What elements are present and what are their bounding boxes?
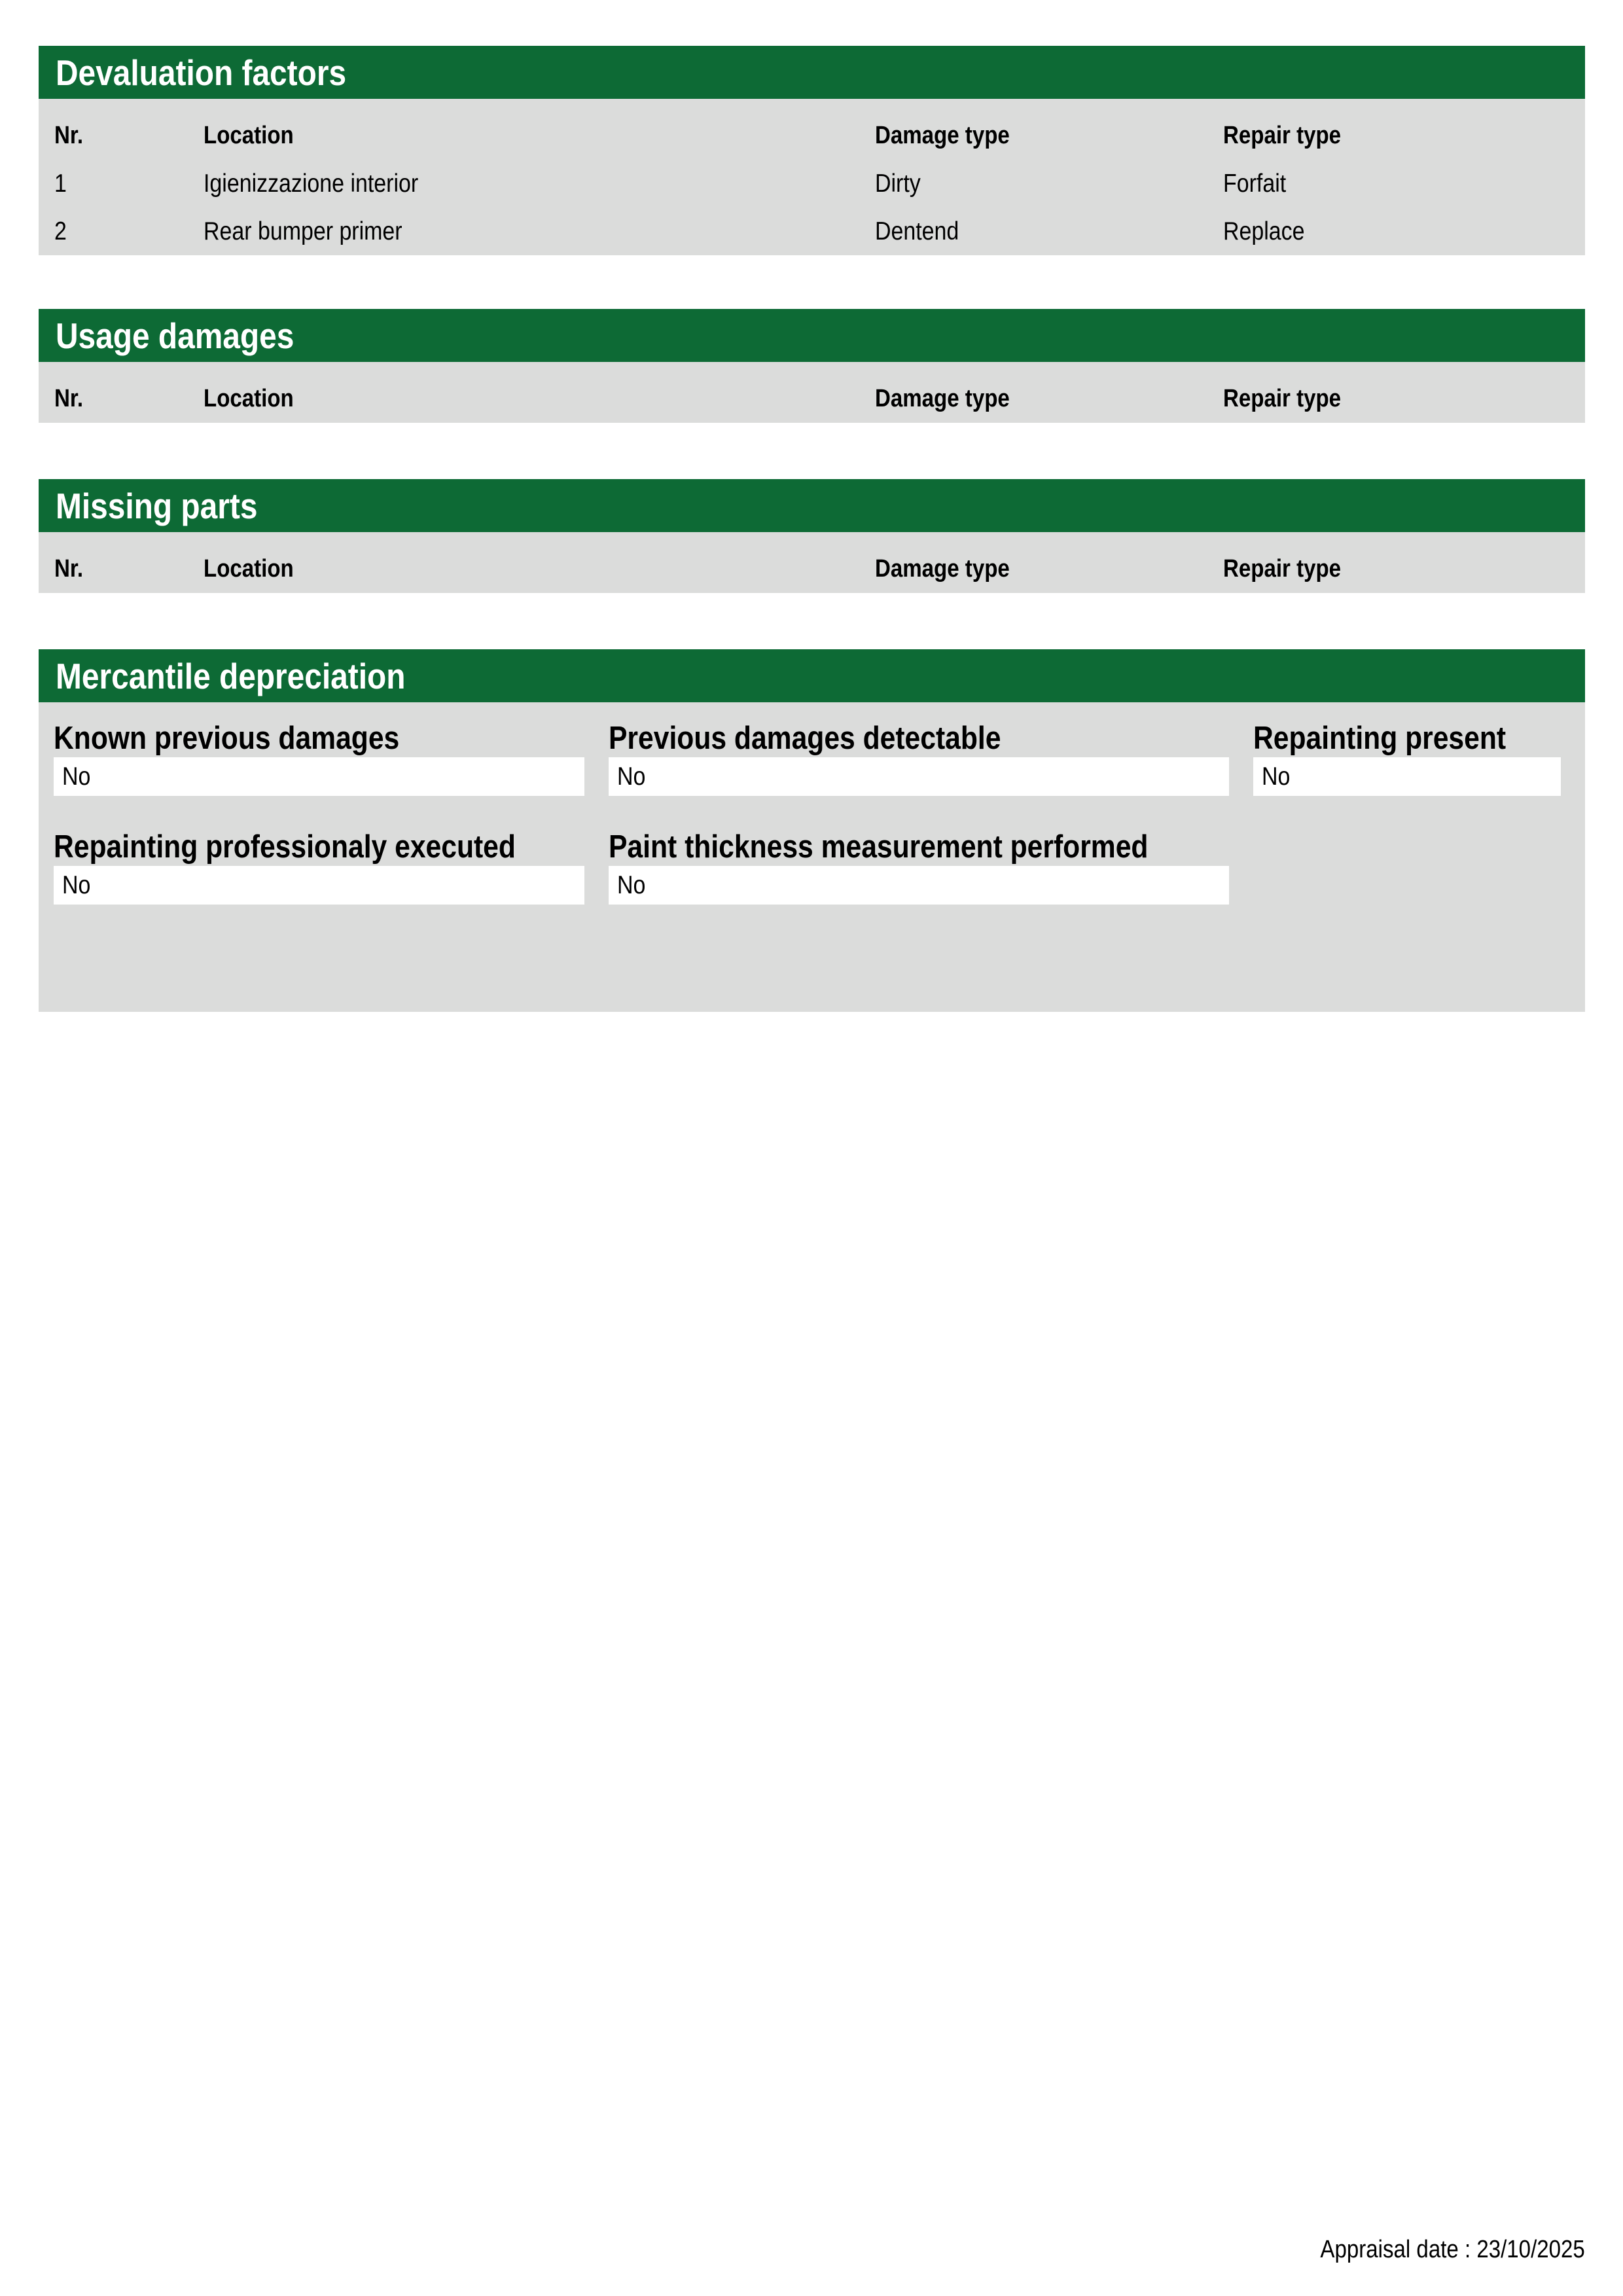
section-title: Devaluation factors bbox=[56, 52, 347, 93]
col-header-damage-type: Damage type bbox=[875, 385, 1010, 412]
usage-damages-table bbox=[39, 362, 1585, 423]
table-header-row bbox=[54, 545, 1585, 593]
empty-cell bbox=[1253, 796, 1561, 905]
cell-nr: 1 bbox=[54, 169, 67, 198]
section-title: Usage damages bbox=[56, 315, 294, 356]
cell-damage-type: Dirty bbox=[875, 169, 921, 198]
missing-parts-table bbox=[39, 532, 1585, 593]
col-header-nr: Nr. bbox=[54, 122, 84, 149]
field-label: Repainting present bbox=[1253, 721, 1507, 756]
section-title: Missing parts bbox=[56, 485, 258, 526]
col-header-nr: Nr. bbox=[54, 555, 84, 583]
cell-location: Igienizzazione interior bbox=[204, 169, 419, 198]
col-header-damage-type: Damage type bbox=[875, 555, 1010, 583]
missing-parts-header bbox=[39, 479, 1585, 532]
missing-parts-section bbox=[39, 479, 1585, 593]
table-header-row bbox=[54, 112, 1585, 160]
table-row bbox=[54, 160, 1585, 207]
devaluation-factors-section bbox=[39, 46, 1585, 255]
table-row bbox=[54, 207, 1585, 255]
cell-nr: 2 bbox=[54, 217, 67, 245]
col-header-nr: Nr. bbox=[54, 385, 84, 412]
field-repainting-present bbox=[1253, 702, 1561, 796]
repainting-professionaly-executed-field[interactable]: No bbox=[54, 866, 584, 905]
field-label: Repainting professionaly executed bbox=[54, 829, 516, 865]
usage-damages-header bbox=[39, 309, 1585, 362]
field-label: Paint thickness measurement performed bbox=[609, 829, 1149, 865]
appraisal-date: Appraisal date : 23/10/2025 bbox=[1320, 2236, 1585, 2263]
field-paint-thickness-measurement bbox=[609, 796, 1229, 905]
col-header-repair-type: Repair type bbox=[1223, 122, 1342, 149]
mercantile-depreciation-section bbox=[39, 649, 1585, 1012]
field-label: Previous damages detectable bbox=[609, 721, 1001, 756]
field-previous-damages-detectable bbox=[609, 702, 1229, 796]
field-repainting-professionaly-executed bbox=[54, 796, 584, 905]
devaluation-factors-header bbox=[39, 46, 1585, 99]
cell-damage-type: Dentend bbox=[875, 217, 959, 245]
col-header-damage-type: Damage type bbox=[875, 122, 1010, 149]
field-known-previous-damages bbox=[54, 702, 584, 796]
previous-damages-detectable-field[interactable]: No bbox=[609, 757, 1229, 796]
section-title: Mercantile depreciation bbox=[56, 655, 406, 696]
col-header-location: Location bbox=[204, 122, 294, 149]
mercantile-depreciation-form bbox=[39, 702, 1585, 1012]
paint-thickness-measurement-field[interactable]: No bbox=[609, 866, 1229, 905]
field-label: Known previous damages bbox=[54, 721, 400, 756]
repainting-present-field[interactable]: No bbox=[1253, 757, 1561, 796]
mercantile-depreciation-header bbox=[39, 649, 1585, 702]
usage-damages-section bbox=[39, 309, 1585, 423]
cell-repair-type: Forfait bbox=[1223, 169, 1287, 198]
known-previous-damages-field[interactable]: No bbox=[54, 757, 584, 796]
cell-repair-type: Replace bbox=[1223, 217, 1305, 245]
table-header-row bbox=[54, 375, 1585, 423]
col-header-location: Location bbox=[204, 385, 294, 412]
col-header-location: Location bbox=[204, 555, 294, 583]
devaluation-factors-table bbox=[39, 99, 1585, 255]
col-header-repair-type: Repair type bbox=[1223, 555, 1342, 583]
col-header-repair-type: Repair type bbox=[1223, 385, 1342, 412]
cell-location: Rear bumper primer bbox=[204, 217, 402, 245]
